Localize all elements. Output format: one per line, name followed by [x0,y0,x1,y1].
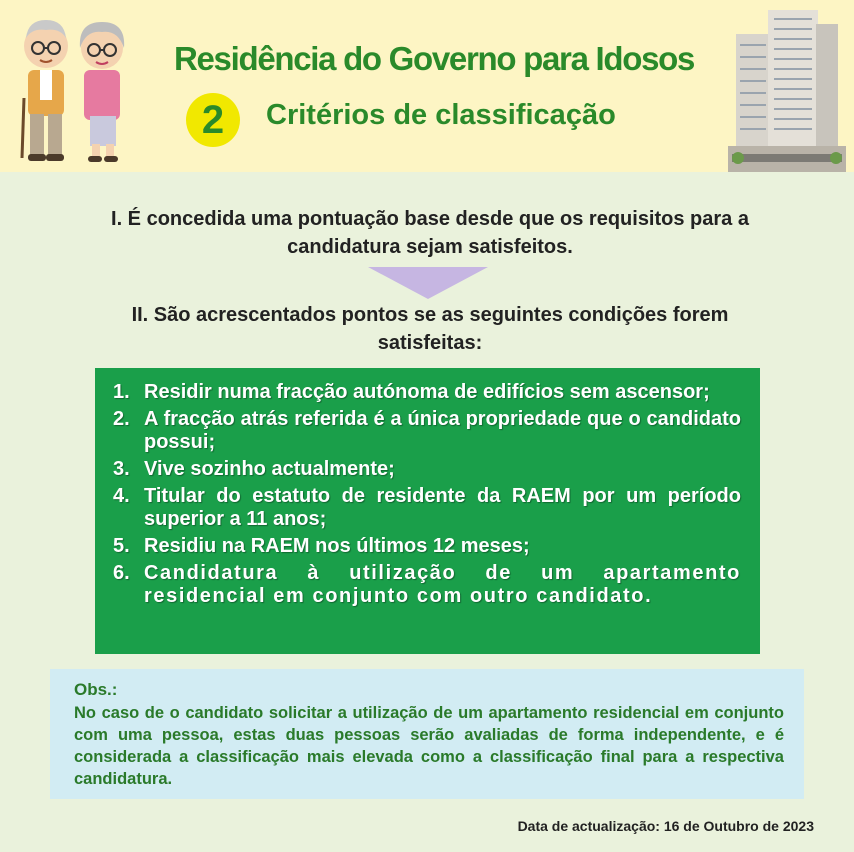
note-box [50,669,804,799]
conditions-list [113,381,741,612]
list-item-number: 1. [113,381,130,403]
note-heading: Obs.: [74,680,118,699]
update-date: Data de actualização: 16 de Outubro de 2023 [517,818,814,834]
list-item [113,535,741,558]
section-number-badge: 2 [186,93,240,147]
elderly-couple-illustration [14,8,134,168]
list-item-text: A fracção atrás referida é a única propriedade que o candidato possui; [144,408,741,453]
residential-tower-illustration [728,4,846,172]
list-item-number: 4. [113,485,130,507]
list-item-text: Vive sozinho actualmente; [144,458,395,480]
criterion-base-score: I. É concedida uma pontuação base desde que os requisitos para a candidatura sejam satisfeitos. [111,208,749,258]
section-subtitle: Critérios de classificação [266,99,616,131]
header-banner [0,0,854,172]
list-item-number: 6. [113,562,130,584]
conditions-box [95,368,760,654]
list-item [113,485,741,531]
list-item-text: Residiu na RAEM nos últimos 12 meses; [144,535,530,557]
list-item-number: 5. [113,535,130,557]
list-item [113,562,741,608]
note-text: No caso de o candidato solicitar a utilização de um apartamento residencial em conjunto com uma pessoa, estas duas pessoas serão avaliadas de forma independente, e é considerada a classificação mais elevada como a classificação final para a respectiva candidatura. [74,704,784,788]
down-arrow-icon [368,267,488,299]
list-item [113,408,741,454]
list-item-number: 2. [113,408,130,430]
list-item [113,458,741,481]
list-item-text: Candidatura à utilização de um apartamento residencial em conjunto com outro candidato. [144,562,741,607]
list-item-text: Residir numa fracção autónoma de edifícios sem ascensor; [144,381,710,403]
list-item-text: Titular do estatuto de residente da RAEM por um período superior a 11 anos; [144,485,741,530]
criterion-extra-points: II. São acrescentados pontos se as seguintes condições forem satisfeitas: [131,304,729,354]
page-title: Residência do Governo para Idosos [173,40,695,77]
list-item [113,381,741,404]
list-item-number: 3. [113,458,130,480]
